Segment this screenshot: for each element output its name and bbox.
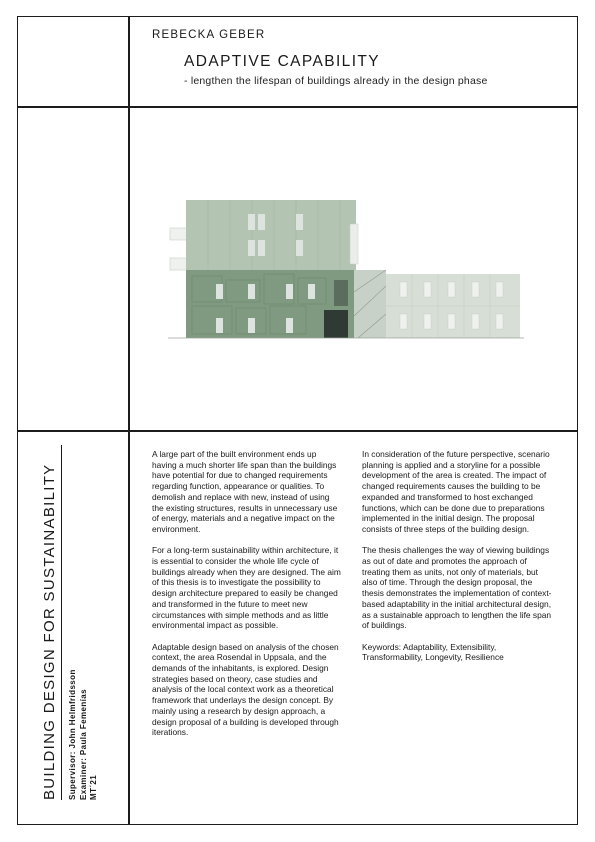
header-divider (17, 106, 578, 108)
figure-divider (17, 430, 578, 432)
examiner-line: Examiner: Paula Femenías (78, 689, 88, 800)
term-line: MT´21 (89, 774, 99, 800)
building-elevation-drawing (168, 196, 524, 346)
abstract-paragraph: The thesis challenges the way of viewing buildings as out of date and promotes the approach of treating them as units, not only of materials, but also of time. Through the design proposal, the thesis demonstrates the implementation of context-based adaptability in the initial architectural design, as a sustainable approach to lengthen the life span of buildings. (362, 545, 552, 631)
keywords: Keywords: Adaptability, Extensibility, Transformability, Longevity, Resilience (362, 641, 504, 663)
sidebar (38, 445, 98, 800)
programme-title: BUILDING DESIGN FOR SUSTAINABILITY (38, 445, 62, 800)
thesis-title: ADAPTIVE CAPABILITY (184, 53, 381, 70)
abstract-paragraph: Adaptable design based on analysis of the chosen context, the area Rosendal in Uppsala, and the demands of the inhabitants, is explored. Design strategies based on theory, case studies and analysis of the local context work as a theoretical framework that underlays the design concept. By mainly using a research by design approach, a design proposal of a building is developed through iterations. (152, 641, 339, 738)
thesis-credits (68, 600, 128, 800)
abstract-paragraph: In consideration of the future perspective, scenario planning is applied and a storyline for a possible development of the area is created. The impact of changed requirements causes the building to be expanded and transformed to host exchanged functions, which can be done due to preparations implemented in the initial design. The proposal consists of three steps of the building design. (362, 449, 550, 534)
thesis-subtitle: - lengthen the lifespan of buildings already in the design phase (184, 75, 488, 87)
abstract-left-column (152, 449, 342, 749)
author-name: REBECKA GEBER (152, 29, 266, 41)
abstract-paragraph: A large part of the built environment ends up having a much shorter life span than the buildings have potential for due to changed requirements regarding function, appearance or qualities. To demolish and replace with new, instead of using the existing structures, results in unnecessary use of energy, materials and a negative impact on the environment. (152, 449, 338, 534)
supervisor-line: Supervisor: John Helmfridsson (68, 669, 77, 800)
abstract-paragraph: For a long-term sustainability within architecture, it is essential to consider the whole life cycle of buildings already when they are designed. The aim of this thesis is to investigate the possibility to design architecture prepared to easily be changed and transformed in the future to meet new circumstances with simple methods and as little environmental impact as possible. (152, 545, 341, 631)
abstract-right-column (362, 449, 552, 674)
vertical-divider (128, 16, 130, 825)
